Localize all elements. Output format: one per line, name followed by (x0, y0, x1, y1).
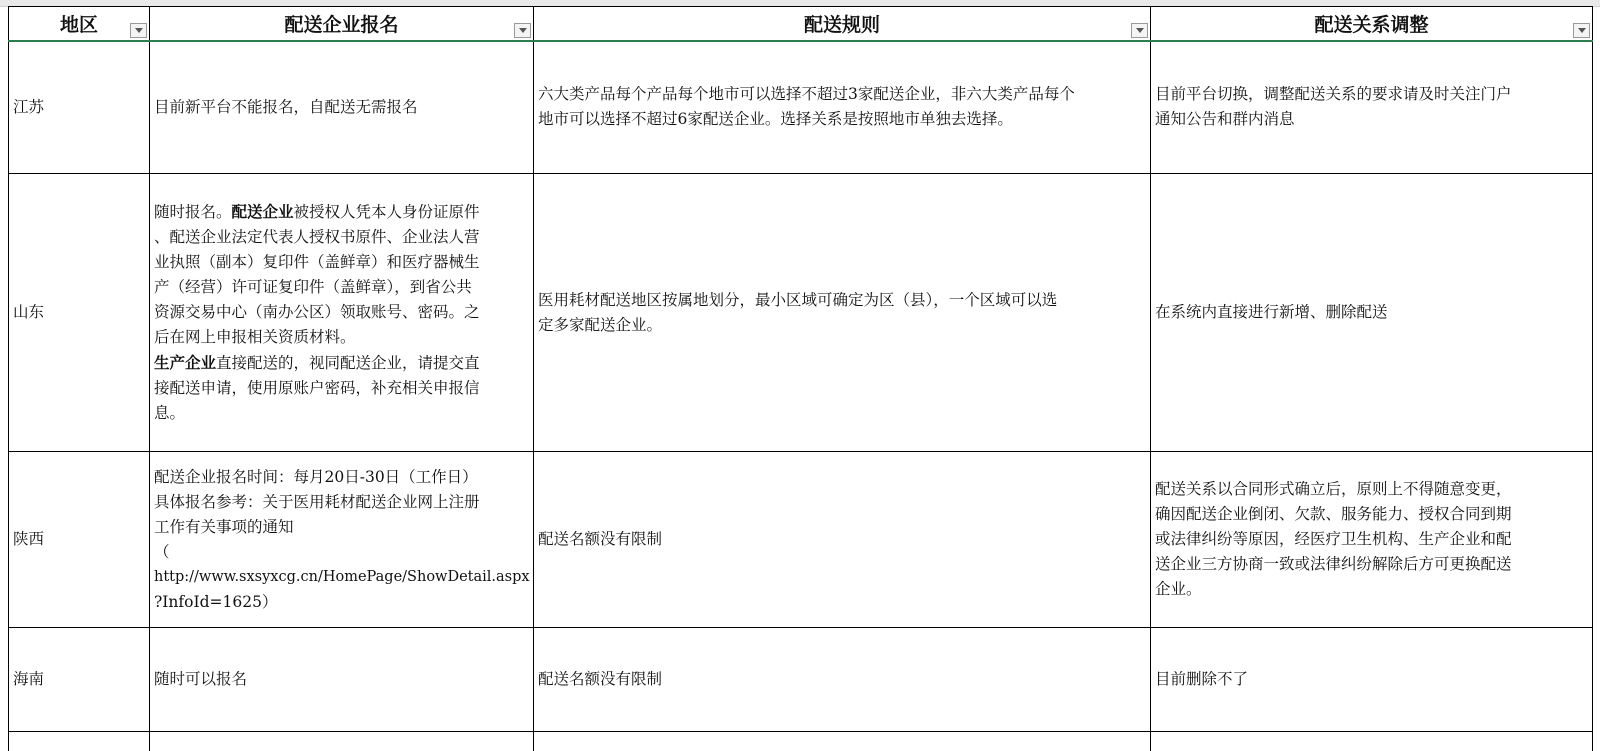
adjust-line: 通知公告和群内消息 (1155, 110, 1295, 129)
table-row (9, 732, 1593, 751)
signup-bold-term: 生产企业 (154, 353, 217, 372)
signup-line: 产（经营）许可证复印件（盖鲜章），到省公共 (154, 278, 472, 296)
cell-signup[interactable] (150, 452, 534, 628)
header-region-label: 地区 (59, 13, 98, 36)
cell-adjust[interactable] (1151, 174, 1593, 452)
chevron-down-icon (135, 28, 143, 33)
signup-line: 接配送申请，使用原账户密码，补充相关申报信 (154, 379, 480, 397)
signup-prefix: 随时报名。 (154, 203, 232, 221)
filter-dropdown-button[interactable] (514, 23, 531, 38)
table-row (9, 174, 1593, 452)
signup-line: 业执照（副本）复印件（盖鲜章）和医疗器械生 (154, 253, 480, 271)
chevron-down-icon (519, 28, 527, 33)
signup-text: 直接配送的，视同配送企业，请提交直 (216, 354, 480, 372)
signup-link-text: http://www.sxsyxcg.cn/HomePage/ShowDetail.aspx (154, 568, 530, 585)
adjust-line: 送企业三方协商一致或法律纠纷解除后方可更换配送 (1155, 555, 1512, 573)
cell-rules[interactable] (534, 174, 1151, 452)
adjust-line: 企业。 (1155, 580, 1202, 598)
signup-line: （ (154, 542, 170, 561)
signup-text: 被授权人凭本人身份证原件 (293, 203, 480, 221)
cell-signup[interactable] (150, 41, 534, 174)
filter-dropdown-button[interactable] (130, 23, 147, 38)
signup-line: 资源交易中心（南办公区）领取账号、密码。之 (154, 303, 480, 321)
cell-rules[interactable] (534, 452, 1151, 628)
adjust-text: 目前删除不了 (1155, 670, 1249, 688)
cell-signup[interactable] (150, 732, 534, 751)
header-rules (534, 7, 1151, 41)
rules-text: 配送名额没有限制 (538, 530, 663, 548)
rules-line: 医用耗材配送地区按属地划分，最小区域可确定为区（县），一个区域可以选 (538, 290, 1058, 309)
cell-adjust[interactable] (1151, 41, 1593, 174)
signup-bold-term: 配送企业 (231, 202, 294, 221)
region-text: 江苏 (13, 97, 45, 116)
region-text: 海南 (13, 670, 45, 688)
filter-dropdown-button[interactable] (1573, 23, 1590, 38)
region-text: 陕西 (13, 530, 45, 548)
adjust-text: 在系统内直接进行新增、删除配送 (1155, 303, 1388, 321)
header-adjust (1151, 7, 1593, 41)
header-region (9, 7, 150, 41)
cell-signup[interactable] (150, 174, 534, 452)
rules-line: 定多家配送企业。 (538, 315, 663, 334)
signup-text: 目前新平台不能报名，自配送无需报名 (154, 97, 418, 116)
cell-region[interactable] (9, 452, 150, 628)
cell-rules[interactable] (534, 732, 1151, 751)
signup-line: 息。 (154, 404, 186, 422)
cell-region[interactable] (9, 174, 150, 452)
header-rules-label: 配送规则 (803, 13, 880, 36)
table-row (9, 452, 1593, 628)
cell-adjust[interactable] (1151, 732, 1593, 751)
filter-dropdown-button[interactable] (1131, 23, 1148, 38)
table-row (9, 628, 1593, 732)
cell-region[interactable] (9, 732, 150, 751)
signup-line (154, 199, 529, 225)
cell-rules[interactable] (534, 41, 1151, 174)
signup-line: 后在网上申报相关资质材料。 (154, 328, 356, 346)
rules-line: 六大类产品每个产品每个地市可以选择不超过3家配送企业，非六大类产品每个 (538, 85, 1075, 104)
adjust-line: 目前平台切换，调整配送关系的要求请及时关注门户 (1155, 85, 1512, 104)
signup-line: 具体报名参考：关于医用耗材配送企业网上注册 (154, 492, 480, 511)
signup-line: 工作有关事项的通知 (154, 517, 294, 536)
adjust-line: 或法律纠纷等原因，经医疗卫生机构、生产企业和配 (1155, 530, 1512, 548)
rules-text: 配送名额没有限制 (538, 670, 663, 688)
chevron-down-icon (1578, 28, 1586, 33)
cell-signup[interactable] (150, 628, 534, 732)
signup-line: 、配送企业法定代表人授权书原件、企业法人营 (154, 228, 480, 246)
region-text: 山东 (13, 303, 45, 321)
signup-line: 配送企业报名时间：每月20日-30日（工作日） (154, 467, 478, 486)
adjust-line: 确因配送企业倒闭、欠款、服务能力、授权合同到期 (1155, 505, 1512, 523)
chevron-down-icon (1136, 28, 1144, 33)
signup-line (154, 350, 529, 376)
signup-line: ?InfoId=1625） (154, 592, 278, 611)
cell-rules[interactable] (534, 628, 1151, 732)
header-signup-label: 配送企业报名 (284, 13, 399, 36)
cell-adjust[interactable] (1151, 452, 1593, 628)
distribution-table (8, 6, 1593, 751)
header-row (9, 7, 1593, 41)
table-row (9, 41, 1593, 174)
header-signup (150, 7, 534, 41)
rules-line: 地市可以选择不超过6家配送企业。选择关系是按照地市单独去选择。 (538, 110, 1013, 129)
header-adjust-label: 配送关系调整 (1314, 13, 1429, 36)
cell-adjust[interactable] (1151, 628, 1593, 732)
signup-text: 随时可以报名 (154, 670, 248, 688)
cell-region[interactable] (9, 41, 150, 174)
adjust-line: 配送关系以合同形式确立后，原则上不得随意变更， (1155, 480, 1512, 498)
cell-region[interactable] (9, 628, 150, 732)
